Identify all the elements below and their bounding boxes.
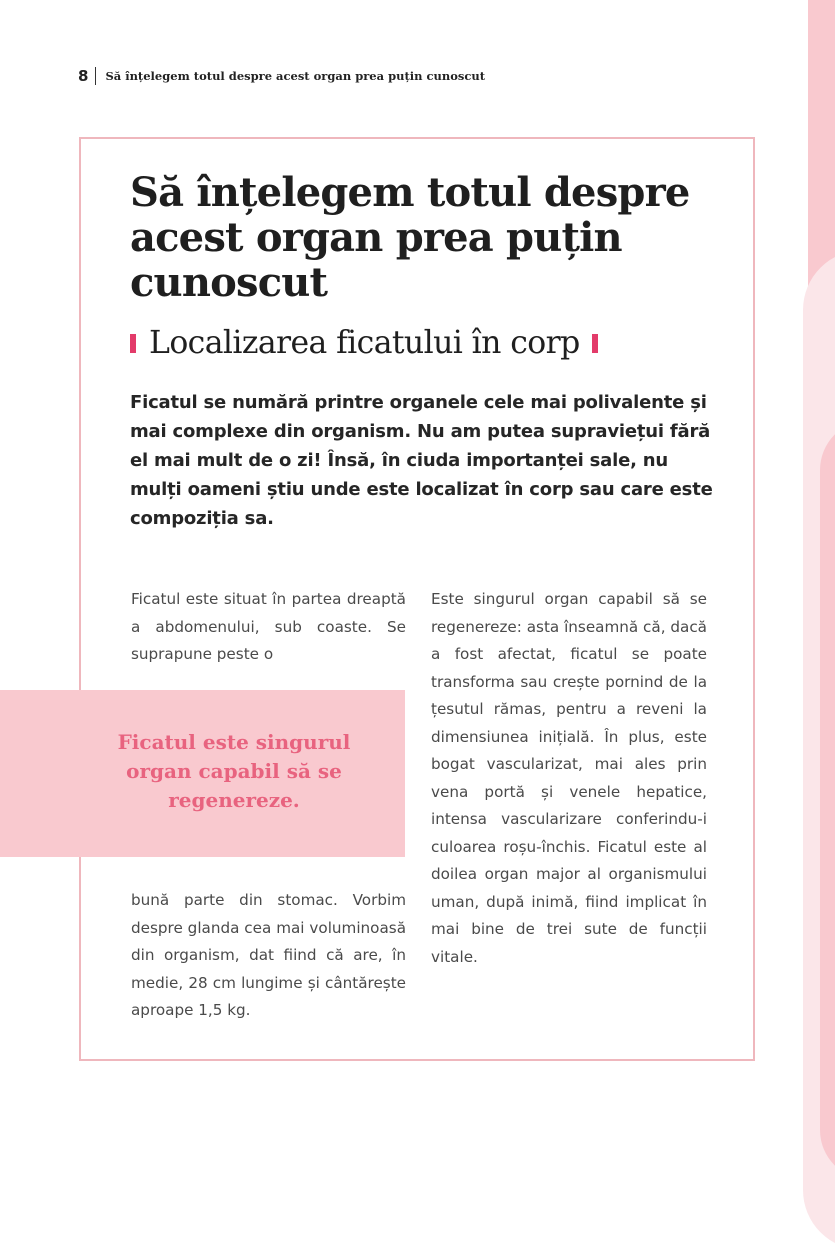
- subtitle-marker-right: [592, 334, 598, 353]
- column-1-text-top: Ficatul este situat în partea dreaptă a abdomenului, sub coaste. Se suprapune peste o: [131, 590, 406, 663]
- subtitle-text: Localizarea ficatului în corp: [149, 325, 580, 361]
- lead-paragraph: Ficatul se numără printre organele cele mai polivalente și mai complexe din organism. Nu am putea supraviețui fără el mai mult de o zi! Însă, în ciuda importanței sale, nu mulți oameni știu unde este localizat în corp sau care este compoziția sa.: [130, 392, 713, 529]
- article-title: Să înțelegem totul despre acest organ prea puțin cunoscut: [130, 169, 690, 306]
- running-title: Să înțelegem totul despre acest organ prea puțin cunoscut: [105, 69, 486, 83]
- column-1-text-bottom: bună parte din stomac. Vorbim despre glanda cea mai voluminoasă din organism, dat fiind că are, în medie, 28 cm lungime și cântărește aproape 1,5 kg.: [131, 891, 406, 1019]
- running-head: [78, 66, 485, 86]
- page-number: 8: [78, 67, 96, 85]
- edge-wave-decoration-inner: [820, 420, 835, 1180]
- article-subtitle: [130, 321, 598, 365]
- callout-quote: Ficatul este singurul organ capabil să se regenereze.: [117, 730, 351, 812]
- column-2-text: Este singurul organ capabil să se regenereze: asta înseamnă că, dacă a fost afectat, ficatul se poate transforma sau crește pornind de la țesutul rămas, pentru a reveni la dimensiunea inițială. În plus, este bogat vascularizat, mai ales prin vena portă și venele hepatice, intensa vascularizare conferindu-i culoarea roșu-închis. Ficatul este al doilea organ major al organismului uman, după inimă, fiind implicat în mai bine de trei sute de funcții vitale.: [431, 590, 707, 966]
- subtitle-marker-left: [130, 334, 136, 353]
